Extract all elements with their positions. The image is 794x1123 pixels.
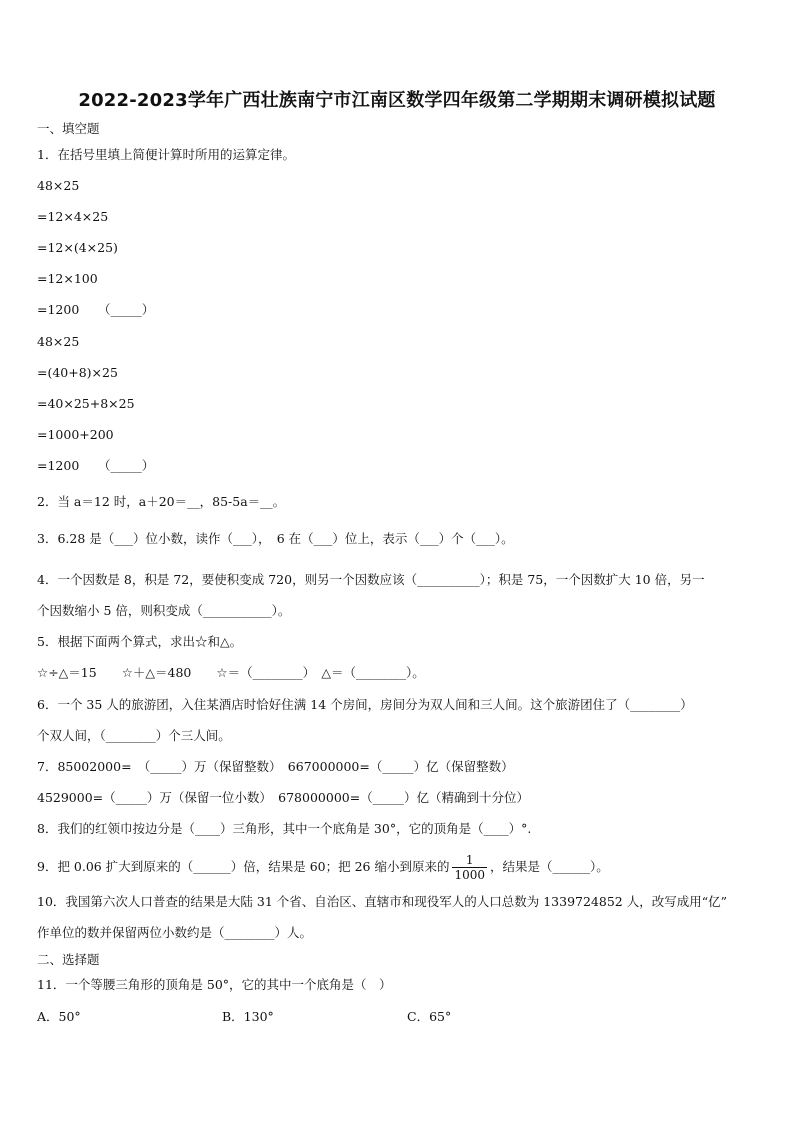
question-10-line-2: 作单位的数并保留两位小数约是（________）人。 — [37, 925, 313, 940]
option-b: B．130° — [222, 1009, 274, 1024]
q1-line: =12×4×25 — [37, 209, 109, 224]
question-1: 1．在括号里填上简便计算时所用的运算定律。 — [37, 147, 295, 162]
q1-line: =1000+200 — [37, 427, 114, 442]
q1-line: =12×100 — [37, 271, 98, 286]
option-a: A．50° — [37, 1009, 81, 1024]
q1-line: =40×25+8×25 — [37, 396, 135, 411]
question-8: 8．我们的红领巾按边分是（____）三角形，其中一个底角是 30°，它的顶角是（____）°. — [37, 821, 532, 836]
question-3: 3．6.28 是（___）位小数，读作（___）， 6 在（___）位上，表示（___）个（___）。 — [37, 531, 514, 546]
q1-line: =(40+8)×25 — [37, 365, 118, 380]
section-heading-multiple-choice: 二、选择题 — [37, 952, 100, 967]
question-4-line-2: 个因数缩小 5 倍，则积变成（___________）。 — [37, 603, 291, 618]
section-heading-fill-blank: 一、填空题 — [37, 121, 100, 136]
fraction — [452, 853, 487, 882]
question-5-line-1: 5．根据下面两个算式，求出☆和△。 — [37, 634, 243, 649]
page-title: 2022-2023学年广西壮族南宁市江南区数学四年级第二学期期末调研模拟试题 — [78, 90, 716, 111]
question-6-line-2: 个双人间，（________）个三人间。 — [37, 728, 231, 743]
fraction-denominator: 1000 — [454, 868, 486, 882]
question-5-line-2: ☆÷△＝15 ☆＋△＝480 ☆＝（________） △＝（________）。 — [37, 665, 425, 680]
q1-line: =1200 （_____） — [37, 302, 155, 317]
q1-line: 48×25 — [37, 178, 80, 193]
question-7-line-2: 4529000=（_____）万（保留一位小数） 678000000=（_____）亿（精确到十分位） — [37, 790, 529, 805]
q1-line: =12×(4×25) — [37, 240, 118, 255]
fraction-numerator: 1 — [465, 853, 474, 867]
question-9 — [37, 847, 609, 887]
q9-text-before: 9．把 0.06 扩大到原来的（______）倍，结果是 60；把 26 缩小到原来的 — [37, 859, 450, 874]
q1-line: =1200 （_____） — [37, 458, 155, 473]
question-10-line-1: 10．我国第六次人口普查的结果是大陆 31 个省、自治区、直辖市和现役军人的人口总数为 1339724852 人，改写成用“亿” — [37, 894, 728, 909]
question-7-line-1: 7．85002000= （_____）万（保留整数） 667000000=（_____）亿（保留整数） — [37, 759, 514, 774]
question-6-line-1: 6．一个 35 人的旅游团，入住某酒店时恰好住满 14 个房间，房间分为双人间和三人间。这个旅游团住了（________） — [37, 697, 693, 712]
question-4-line-1: 4．一个因数是 8，积是 72，要使积变成 720，则另一个因数应该（__________）；积是 75，一个因数扩大 10 倍，另一 — [37, 572, 705, 587]
q1-line: 48×25 — [37, 334, 80, 349]
question-2: 2．当 a＝12 时，a＋20＝__，85-5a＝__。 — [37, 494, 286, 509]
option-c: C．65° — [407, 1009, 452, 1024]
q9-text-after: ，结果是（______）。 — [490, 859, 609, 874]
question-11: 11．一个等腰三角形的顶角是 50°，它的其中一个底角是（ ） — [37, 977, 392, 992]
